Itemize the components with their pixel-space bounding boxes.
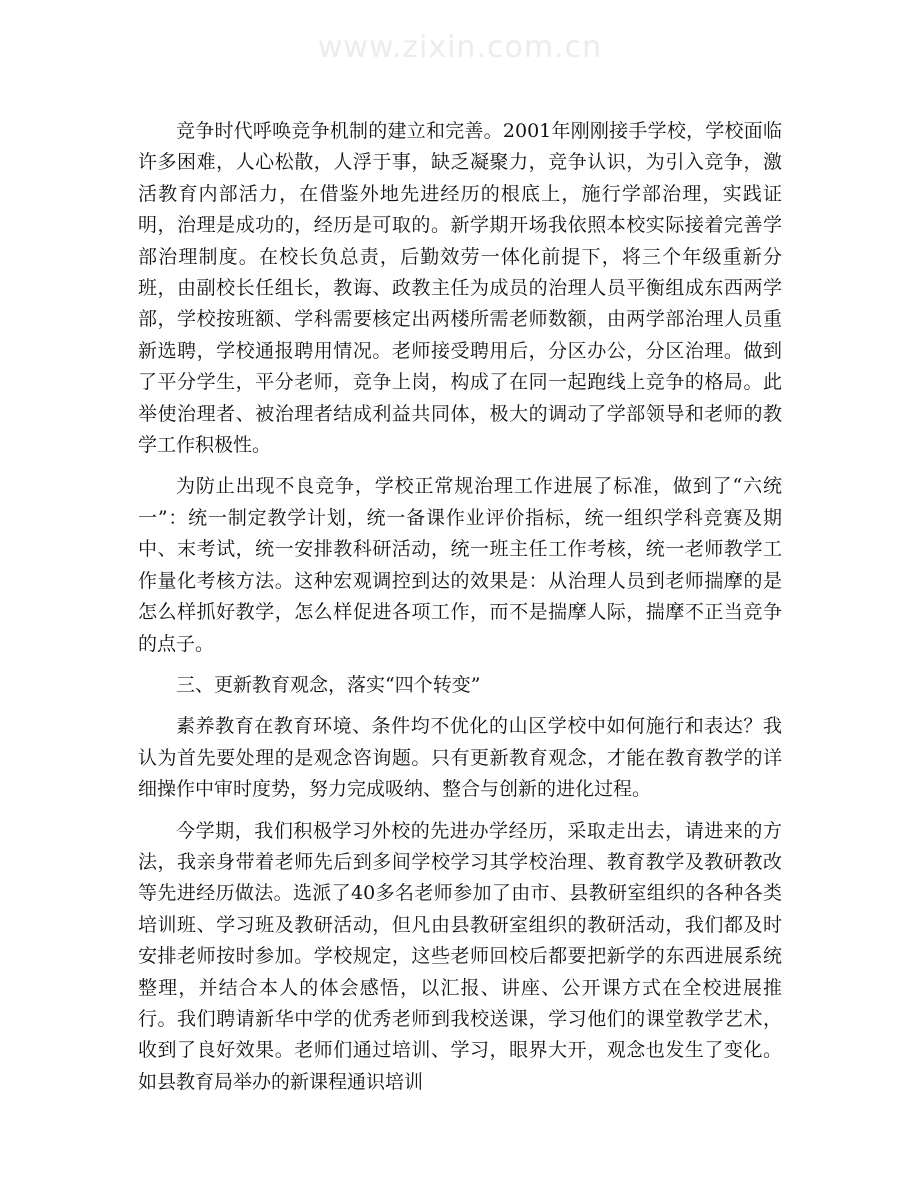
watermark: www.zixin.com.cn <box>317 30 603 65</box>
paragraph-1: 竞争时代呼唤竞争机制的建立和完善。2001年刚刚接手学校，学校面临许多困难，人心松散，人浮于事，缺乏凝聚力，竞争认识，为引入竞争，激活教育内部活力，在借鉴外地先进经历的根底上，施行学部治理，实践证明，治理是成功的，经历是可取的。新学期开场我依照本校实际接着完善学部治理制度。在校长负总责，后勤效劳一体化前提下，将三个年级重新分班，由副校长任组长，教诲、政教主任为成员的治理人员平衡组成东西两学部，学校按班额、学科需要核定出两楼所需老师数额，由两学部治理人员重新选聘，学校通报聘用情况。老师接受聘用后，分区办公，分区治理。做到了平分学生，平分老师，竞争上岗，构成了在同一起跑线上竞争的格局。此举使治理者、被治理者结成利益共同体，极大的调动了学部领导和老师的教学工作积极性。 <box>138 120 782 457</box>
paragraph-4: 今学期，我们积极学习外校的先进办学经历，采取走出去，请进来的方法，我亲身带着老师先后到多间学校学习其学校治理、教育教学及教研教改等先进经历做法。选派了40多名老师参加了由市、县教研室组织的各种各类培训班、学习班及教研活动，但凡由县教研室组织的教研活动，我们都及时安排老师按时参加。学校规定，这些老师回校后都要把新学的东西进展系统整理，并结合本人的体会感悟，以汇报、讲座、公开课方式在全校进展推行。我们聘请新华中学的优秀老师到我校送课，学习他们的课堂教学艺术，收到了良好效果。老师们通过培训、学习，眼界大开，观念也发生了变化。如县教育局举办的新课程通识培训 <box>138 819 782 1093</box>
paragraph-3: 素养教育在教育环境、条件均不优化的山区学校中如何施行和表达？我认为首先要处理的是观念咨询题。只有更新教育观念，才能在教育教学的详细操作中审时度势，努力完成吸纳、整合与创新的进化过程。 <box>138 715 782 801</box>
section-heading: 三、更新教育观念，落实“四个转变” <box>176 673 481 696</box>
document-body <box>138 116 782 1108</box>
paragraph-2: 为防止出现不良竞争，学校正常规治理工作进展了标准，做到了“六统一”：统一制定教学计划，统一备课作业评价指标，统一组织学科竞赛及期中、末考试，统一安排教科研活动，统一班主任工作考核，统一老师教学工作量化考核方法。这种宏观调控到达的效果是：从治理人员到老师揣摩的是怎么样抓好教学，怎么样促进各项工作，而不是揣摩人际，揣摩不正当竞争的点子。 <box>138 475 782 655</box>
